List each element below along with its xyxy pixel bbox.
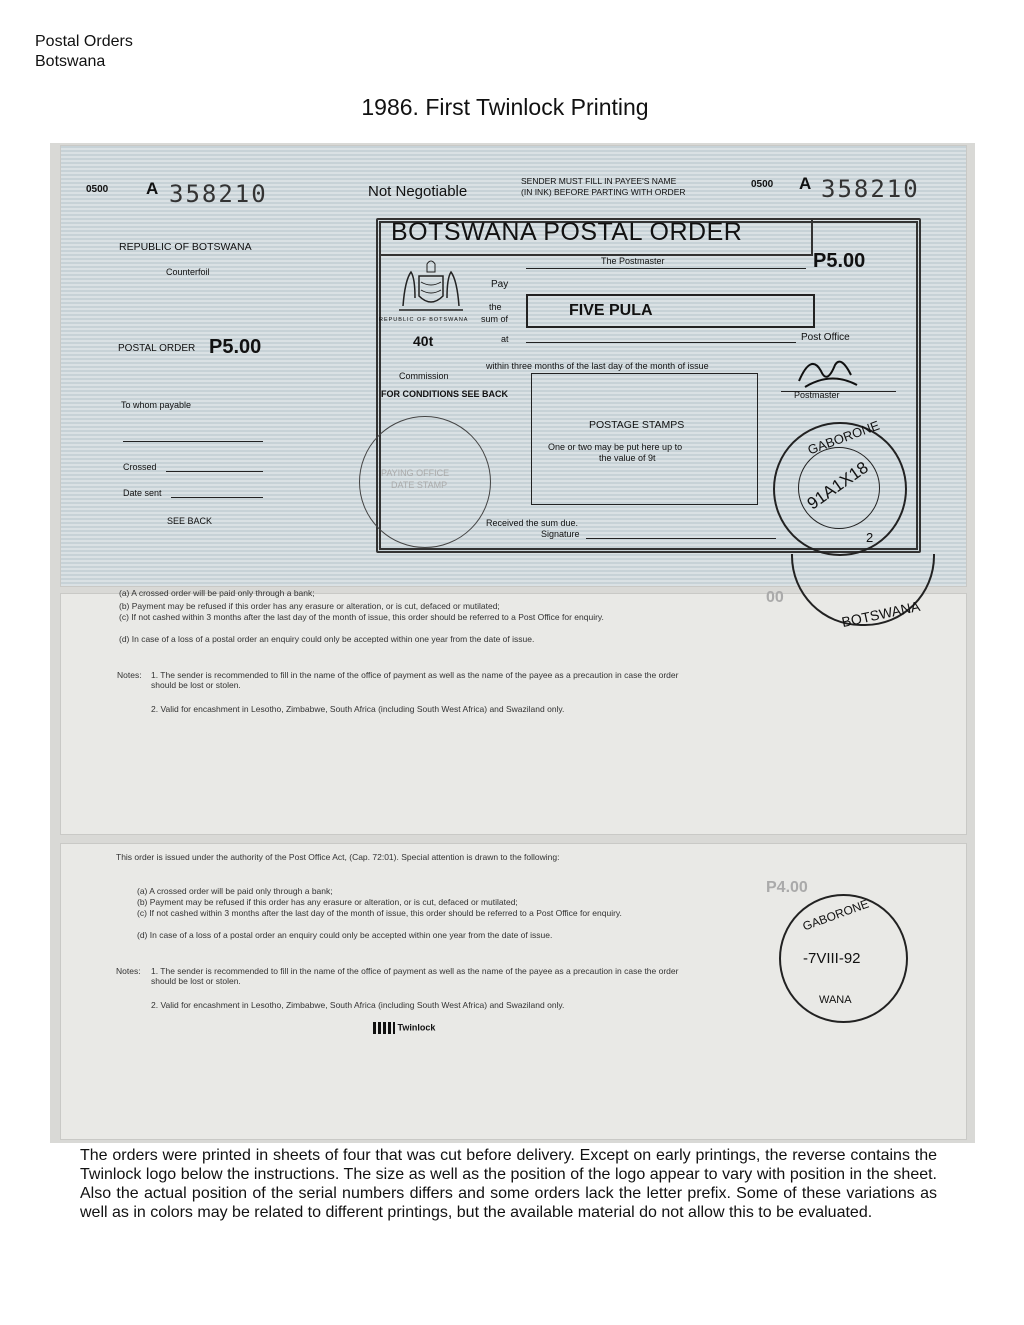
back1-condition-b: (b) Payment may be refused if this order has any erasure or alteration, or is cut, defaced or mutilated; [119, 601, 500, 611]
stamp-note-2: the value of 9t [599, 453, 656, 463]
order-amount: P5.00 [813, 250, 866, 272]
serial-number-right: 358210 [821, 175, 920, 203]
post-office-label: Post Office [801, 332, 850, 343]
postmark-number: 2 [866, 530, 874, 545]
back2-condition-c: (c) If not cashed within 3 months after the last day of the month of issue, this order should be referred to a Post Office for enquiry. [137, 908, 622, 918]
serial-prefix-left: 0500 [86, 184, 109, 195]
stamp-note-1: One or two may be put here up to [548, 442, 683, 452]
counterfoil-label: Counterfoil [166, 267, 210, 277]
back-postmark-bottom: WANA [819, 994, 852, 1006]
coat-of-arms-icon [391, 258, 471, 318]
office-line [526, 342, 796, 343]
postmark-town: GABORONE [805, 417, 882, 458]
not-negotiable: Not Negotiable [368, 183, 468, 200]
postage-stamps-box [531, 373, 758, 505]
crossed-line [166, 471, 263, 472]
counterfoil-republic: REPUBLIC OF BOTSWANA [119, 241, 252, 253]
postmaster-label: The Postmaster [601, 256, 665, 266]
header-line-1: Postal Orders [35, 33, 133, 50]
back2-intro: This order is issued under the authority of the Post Office Act, (Cap. 72:01). Special attention is drawn to the following: [116, 852, 560, 862]
back2-note-1: 1. The sender is recommended to fill in the name of the office of payment as well as the name of the payee as a precaution in case the order should be lost or stolen. [151, 966, 679, 986]
back2-ghost-amount: P4.00 [766, 879, 808, 896]
postmaster-line [526, 268, 806, 269]
conditions-note: FOR CONDITIONS SEE BACK [381, 389, 509, 399]
amount-words: FIVE PULA [569, 302, 653, 319]
postmaster-signature-icon [791, 351, 861, 395]
received-label: Received the sum due. [486, 518, 579, 528]
back1-notes-label: Notes: [117, 670, 142, 680]
signature-line [586, 538, 776, 539]
serial-prefix-right: 0500 [751, 179, 774, 190]
counterfoil-see-back: SEE BACK [167, 516, 213, 526]
date-stamp-label: DATE STAMP [391, 480, 448, 490]
within-note: within three months of the last day of the month of issue [486, 361, 709, 371]
sum-of-label: sum of [481, 314, 509, 324]
page-title: 1986. First Twinlock Printing [361, 94, 649, 120]
counterfoil-to-whom: To whom payable [121, 400, 192, 410]
back2-note-2: 2. Valid for encashment in Lesotho, Zimbabwe, South Africa (including South West Africa) and Swaziland only. [151, 1000, 565, 1010]
back1-condition-d: (d) In case of a loss of a postal order an enquiry could only be accepted within one year from the date of issue. [119, 634, 535, 644]
pay-label: Pay [491, 279, 509, 290]
postmark-date: 91A1X18 [803, 457, 872, 514]
order-title: BOTSWANA POSTAL ORDER [391, 218, 743, 246]
serial-letter-right: A [799, 174, 812, 193]
order-back-bottom [60, 843, 967, 1140]
ghost-amount: 00 [766, 589, 784, 606]
postmaster-sig-label: Postmaster [794, 390, 840, 400]
postmark-fragment-text: BOTSWANA [840, 597, 922, 631]
back2-condition-b: (b) Payment may be refused if this order has any erasure or alteration, or is cut, defaced or mutilated; [137, 897, 518, 907]
date-sent-line [171, 497, 263, 498]
caption: The orders were printed in sheets of four that was cut before delivery. Except on early printings, the reverse contains the Twinlock logo below the instructions. The size as well as the position of the logo appear to vary with position in the sheet. Also the actual position of the serial numbers differs and some orders lack the letter prefix. Some of these variations as well as in colors may be related to different printings, but the available material do not allow this to be evaluated. [80, 1147, 937, 1221]
cut-condition-a: (a) A crossed order will be paid only through a bank; [119, 588, 315, 598]
back2-condition-a: (a) A crossed order will be paid only through a bank; [137, 886, 333, 896]
sender-note-1: SENDER MUST FILL IN PAYEE'S NAME [521, 176, 677, 186]
counterfoil-amount: P5.00 [209, 336, 262, 358]
counterfoil-date-sent: Date sent [123, 488, 162, 498]
twinlock-mark [373, 1022, 435, 1034]
paying-office-label: PAYING OFFICE [381, 468, 450, 478]
back2-notes-label: Notes: [116, 966, 141, 976]
payee-line [526, 295, 806, 296]
back-postmark-town: GABORONE [800, 896, 871, 934]
postal-order-scan [50, 143, 975, 1143]
twinlock-label: Twinlock [397, 1022, 436, 1033]
the-label: the [489, 302, 502, 312]
twinlock-logo-icon [373, 1022, 395, 1034]
crest-caption: REPUBLIC OF BOTSWANA [379, 317, 469, 323]
commission-label: Commission [399, 371, 449, 381]
signature-label: Signature [541, 529, 580, 539]
order-back-top [60, 588, 967, 835]
serial-number-left: 358210 [169, 180, 268, 208]
back1-note-2: 2. Valid for encashment in Lesotho, Zimbabwe, South Africa (including South West Africa) and Swaziland only. [151, 704, 565, 714]
header-line-2: Botswana [35, 53, 106, 70]
back2-condition-d: (d) In case of a loss of a postal order an enquiry could only be accepted within one year from the date of issue. [137, 930, 553, 940]
back-postmark-date: -7VIII-92 [803, 950, 861, 967]
back1-condition-c: (c) If not cashed within 3 months after the last day of the month of issue, this order should be referred to a Post Office for enquiry. [119, 612, 604, 622]
back1-note-1: 1. The sender is recommended to fill in the name of the office of payment as well as the name of the payee as a precaution in case the order should be lost or stolen. [151, 670, 679, 690]
postal-order-front [60, 145, 967, 587]
to-whom-line [123, 441, 263, 442]
serial-letter-left: A [146, 179, 159, 198]
counterfoil-crossed: Crossed [123, 462, 157, 472]
commission-value: 40t [413, 333, 434, 349]
sender-note-2: (IN INK) BEFORE PARTING WITH ORDER [521, 187, 686, 197]
postage-stamps-label: POSTAGE STAMPS [589, 419, 685, 431]
at-label: at [501, 334, 509, 344]
counterfoil-postal-order: POSTAL ORDER [118, 343, 196, 354]
